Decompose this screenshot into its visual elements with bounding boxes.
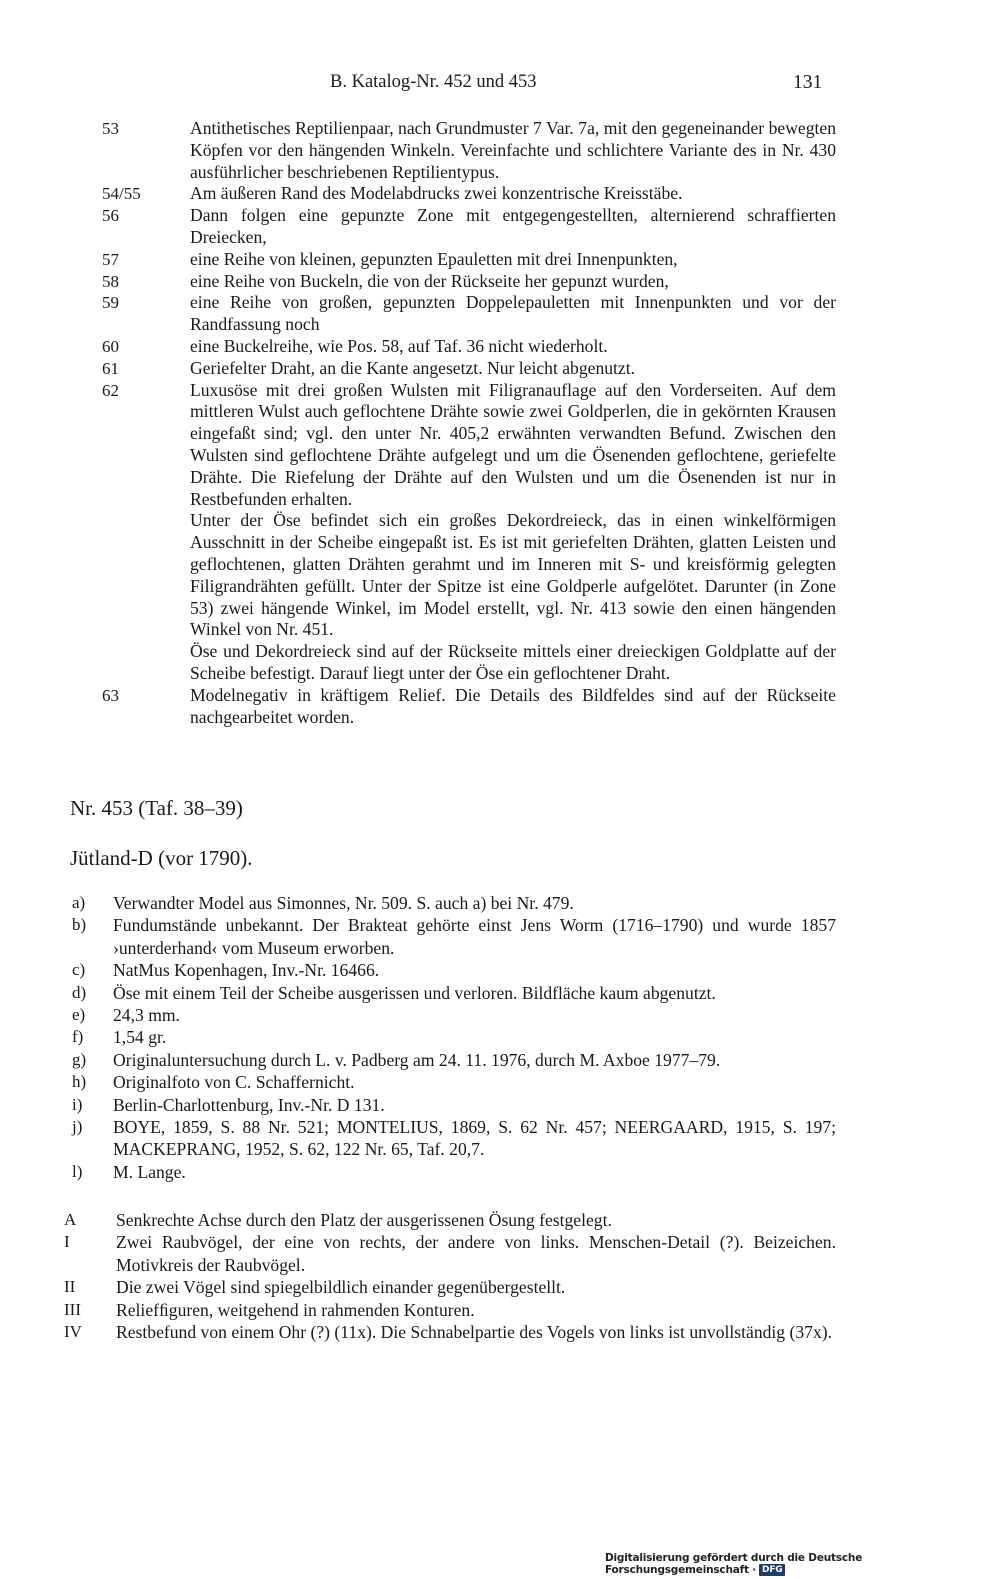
- category-item: [0, 1276, 1000, 1298]
- description-entry: [0, 271, 1000, 293]
- metadata-item: [0, 1116, 1000, 1161]
- category-item: [0, 1209, 1000, 1231]
- description-entry: [0, 685, 1000, 729]
- entry-paragraph: Öse und Dekordreieck sind auf der Rückseite mittels einer dreieckigen Goldplatte auf der Scheibe befestigt. Darauf liegt unter der Öse ein geflochtener Draht.: [190, 641, 836, 683]
- entry-paragraph: Luxusöse mit drei großen Wulsten mit Filigranauflage auf den Vorderseiten. Auf dem mittleren Wulst auch geflochtene Drähte sowie zwei Goldperlen, die in gekörnten Krausen eingefaßt sind; vgl. den unter Nr. 405,2 erwähnten verwandten Befund. Zwischen den Wulsten sind geflochtene Drähte aufgelegt und um die Ösenenden geflochtene, geriefelte Drähte. Die Riefelung der Drähte auf den Wulsten und um die Ösenenden ist nur in Restbefunden erhalten.: [190, 379, 836, 509]
- footer-text: Digitalisierung gefördert durch die Deutsche Forschungsgemeinschaft ·: [605, 1552, 863, 1576]
- item-text: Die zwei Vögel sind spiegelbildlich einander gegenübergestellt.: [116, 1277, 566, 1298]
- item-label: I: [64, 1232, 70, 1252]
- metadata-item: [0, 914, 1000, 959]
- item-text: BOYE, 1859, S. 88 Nr. 521; MONTELIUS, 1869, S. 62 Nr. 457; NEERGAARD, 1915, S. 197; MACKEPRANG, 1952, S. 62, 122 Nr. 65, Taf. 20,7.: [113, 1117, 836, 1160]
- metadata-item: [0, 959, 1000, 981]
- entry-text: [190, 336, 836, 358]
- item-label: II: [64, 1277, 76, 1297]
- entry-paragraph: Antithetisches Reptilienpaar, nach Grundmuster 7 Var. 7a, mit den gegeneinander bewegten Köpfen vor den hängenden Winkeln. Vereinfachte und schlichtere Variante des in Nr. 430 ausführlicher beschriebenen Reptilientypus.: [190, 118, 836, 182]
- item-label: A: [64, 1210, 77, 1229]
- metadata-item: [0, 982, 1000, 1004]
- item-text: Zwei Raubvögel, der eine von rechts, der andere von links. Menschen-Detail (?). Beizeichen. Motivkreis der Raubvögel.: [116, 1232, 836, 1275]
- metadata-list: [0, 892, 1000, 1183]
- item-label: h): [72, 1072, 87, 1092]
- entry-heading: Nr. 453 (Taf. 38–39): [70, 796, 243, 820]
- category-item: [0, 1321, 1000, 1343]
- description-entries: [0, 118, 1000, 728]
- item-text: Verwandter Model aus Simonnes, Nr. 509. S. auch a) bei Nr. 479.: [113, 893, 574, 913]
- entry-paragraph: eine Reihe von kleinen, gepunzten Epauletten mit drei Innenpunkten,: [190, 248, 678, 269]
- entry-number: 57: [102, 249, 119, 269]
- metadata-item: [0, 1026, 1000, 1048]
- dfg-logo: DFG: [759, 1564, 785, 1576]
- item-text: 1,54 gr.: [113, 1027, 167, 1048]
- item-text: Öse mit einem Teil der Scheibe ausgerissen und verloren. Bildfläche kaum abgenutzt.: [113, 982, 716, 1003]
- entry-number: 53: [102, 119, 119, 138]
- item-label: b): [72, 915, 87, 935]
- page-header: [0, 72, 1000, 102]
- item-text: Fundumstände unbekannt. Der Brakteat gehörte einst Jens Worm (1716–1790) und wurde 1857 ›unterderhand‹ vom Museum erworben.: [113, 915, 836, 958]
- entry-paragraph: Am äußeren Rand des Modelabdrucks zwei konzentrische Kreisstäbe.: [190, 183, 683, 204]
- entry-paragraph: Geriefelter Draht, an die Kante angesetzt. Nur leicht abgenutzt.: [190, 357, 636, 378]
- item-text: Berlin-Charlottenburg, Inv.-Nr. D 131.: [113, 1094, 385, 1115]
- entry-text: [190, 271, 836, 293]
- footer-credit: [605, 1552, 1000, 1576]
- description-entry: [0, 358, 1000, 380]
- entry-paragraph: Unter der Öse befindet sich ein großes Dekordreieck, das in einen winkelförmigen Ausschnitt in der Scheibe eingepaßt ist. Es ist mit geriefelten Drähten, glatten Leisten und geflochtenen, glatten Drähten gerahmt und im Inneren mit S- und kreisförmig gelegten Filigrandrähten gefüllt. Unter der Spitze ist eine Goldperle aufgelötet. Darunter (in Zone 53) zwei hängende Winkel, im Model erstellt, vgl. Nr. 413 sowie den einen hängenden Winkel von Nr. 451.: [190, 510, 836, 640]
- item-label: IV: [64, 1322, 82, 1342]
- item-text: Originalfoto von C. Schaffernicht.: [113, 1072, 355, 1093]
- entry-text: [190, 249, 836, 271]
- entry-text: [190, 205, 836, 249]
- item-text: Restbefund von einem Ohr (?) (11x). Die Schnabelpartie des Vogels von links ist unvollständig (37x).: [116, 1322, 833, 1343]
- entry-number: 54/55: [102, 184, 141, 204]
- entry-paragraph: eine Buckelreihe, wie Pos. 58, auf Taf. 36 nicht wiederholt.: [190, 335, 608, 356]
- item-text: Reliefﬁguren, weitgehend in rahmenden Konturen.: [116, 1299, 475, 1320]
- metadata-item: [0, 1004, 1000, 1026]
- entry-number: 59: [102, 293, 119, 313]
- item-text: 24,3 mm.: [113, 1005, 180, 1026]
- metadata-item: [0, 892, 1000, 914]
- item-text: M. Lange.: [113, 1161, 186, 1182]
- entry-text: [190, 183, 836, 205]
- category-item: [0, 1231, 1000, 1276]
- entry-number: 58: [102, 271, 119, 291]
- item-label: l): [72, 1161, 83, 1181]
- entry-number: 63: [102, 685, 119, 705]
- description-entry: [0, 205, 1000, 249]
- item-text: Senkrechte Achse durch den Platz der ausgerissenen Ösung festgelegt.: [116, 1210, 612, 1230]
- item-label: g): [72, 1049, 87, 1069]
- item-label: a): [72, 893, 86, 912]
- entry-number: 62: [102, 380, 119, 400]
- entry-number: 60: [102, 336, 119, 356]
- description-entry: [0, 249, 1000, 271]
- running-head: B. Katalog-Nr. 452 und 453: [330, 72, 537, 92]
- metadata-item: [0, 1049, 1000, 1071]
- item-text: Originaluntersuchung durch L. v. Padberg am 24. 11. 1976, durch M. Axboe 1977–79.: [113, 1049, 721, 1070]
- metadata-item: [0, 1071, 1000, 1093]
- metadata-item: [0, 1094, 1000, 1116]
- entry-number: 61: [102, 358, 119, 378]
- category-item: [0, 1299, 1000, 1321]
- item-label: III: [64, 1299, 81, 1319]
- entry-paragraph: Dann folgen eine gepunzte Zone mit entgegengestellten, alternierend schraffierten Dreiecken,: [190, 205, 836, 247]
- description-entry: [0, 336, 1000, 358]
- item-label: e): [72, 1005, 86, 1025]
- category-list: [0, 1209, 1000, 1343]
- item-label: c): [72, 960, 86, 980]
- item-label: j): [72, 1117, 83, 1137]
- entry-number: 56: [102, 206, 119, 226]
- item-label: f): [72, 1027, 84, 1047]
- entry-text: [190, 380, 836, 685]
- entry-paragraph: eine Reihe von großen, gepunzten Doppelepauletten mit Innenpunkten und vor der Randfassung noch: [190, 292, 836, 335]
- description-entry: [0, 292, 1000, 336]
- entry-text: [190, 292, 836, 336]
- entry-text: [190, 358, 836, 380]
- item-label: i): [72, 1094, 83, 1114]
- item-label: d): [72, 982, 87, 1002]
- entry-paragraph: eine Reihe von Buckeln, die von der Rückseite her gepunzt wurden,: [190, 270, 669, 291]
- description-entry: [0, 183, 1000, 205]
- metadata-item: [0, 1161, 1000, 1183]
- entry-text: [190, 118, 836, 183]
- location-heading: Jütland-D (vor 1790).: [70, 846, 253, 870]
- page-number: 131: [793, 72, 823, 93]
- entry-paragraph: Modelnegativ in kräftigem Relief. Die Details des Bildfeldes sind auf der Rückseite nachgearbeitet worden.: [190, 684, 836, 727]
- entry-text: [190, 685, 836, 729]
- description-entry: [0, 118, 1000, 183]
- item-text: NatMus Kopenhagen, Inv.-Nr. 16466.: [113, 960, 380, 981]
- description-entry: [0, 380, 1000, 685]
